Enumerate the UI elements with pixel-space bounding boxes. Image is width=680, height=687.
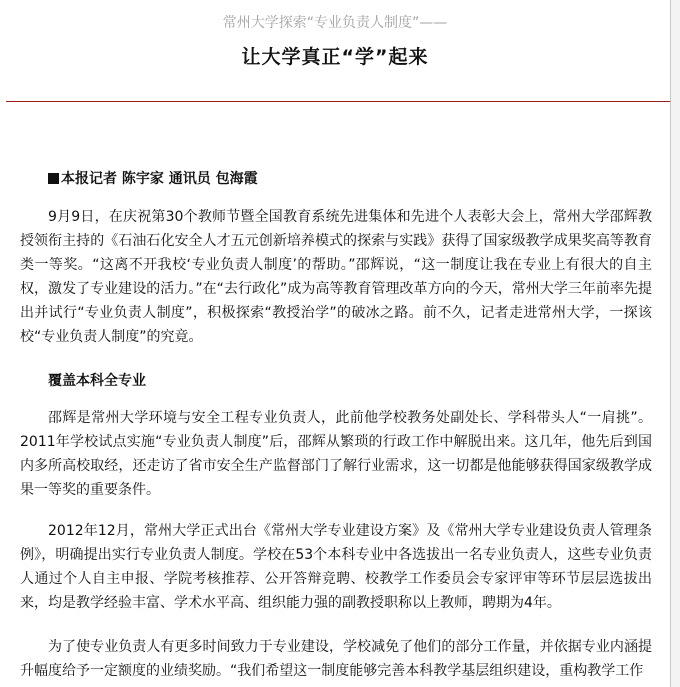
byline	[48, 169, 258, 189]
section-heading: 覆盖本科全专业	[48, 373, 146, 389]
paragraph-3: 2012年12月，常州大学正式出台《常州大学专业建设方案》及《常州大学专业建设负责人管理条例》，明确提出实行专业负责人制度。学校在53个本科专业中各选拔出一名专业负责人，这些专业负责人通过个人自主申报、学院考核推荐、公开答辩竞聘、校教学工作委员会专家评审等环节层层选拔出来，均是教学经验丰富、学术水平高、组织能力强的副教授职称以上教师，聘期为4年。	[20, 523, 652, 611]
paragraph-4: 为了使专业负责人有更多时间致力于专业建设，学校减免了他们的部分工作量，并依据专业内涵提升幅度给予一定额度的业绩奖励。“我们希望这一制度能够完善本科教学基层组织建设，重构教学工作	[20, 639, 652, 679]
window-scroll-edge	[670, 0, 680, 687]
title-divider	[6, 101, 670, 102]
paragraph-2: 邵辉是常州大学环境与安全工程专业负责人，此前他学校教务处副处长、学科带头人“一肩挑”。2011年学校试点实施“专业负责人制度”后，邵辉从繁琐的行政工作中解脱出来。这几年，他先后到国内多所高校取经，还走访了省市安全生产监督部门了解行业需求，这一切都是他能够获得国家级教学成果一等奖的重要条件。	[20, 410, 652, 498]
article-title: 让大学真正“学”起来	[241, 46, 429, 68]
paragraph-1: 9月9日，在庆祝第30个教师节暨全国教育系统先进集体和先进个人表彰大会上，常州大学邵辉教授领衔主持的《石油石化安全人才五元创新培养模式的探索与实践》获得了国家级教学成果奖高等教育类一等奖。“这离不开我校‘专业负责人制度’的帮助。”邵辉说，“这一制度让我在专业上有很大的自主权，激发了专业建设的活力。”在“去行政化”成为高等教育管理改革方向的今天，常州大学三年前率先提出并试行“专业负责人制度”，积极探索“教授治学”的破冰之路。前不久，记者走进常州大学，一探该校“专业负责人制度”的究竟。	[20, 209, 652, 345]
byline-text: 本报记者 陈宇家 通讯员 包海霞	[61, 171, 258, 187]
black-square-icon	[48, 173, 59, 184]
article-subtitle: 常州大学探索“专业负责人制度”——	[222, 15, 448, 31]
